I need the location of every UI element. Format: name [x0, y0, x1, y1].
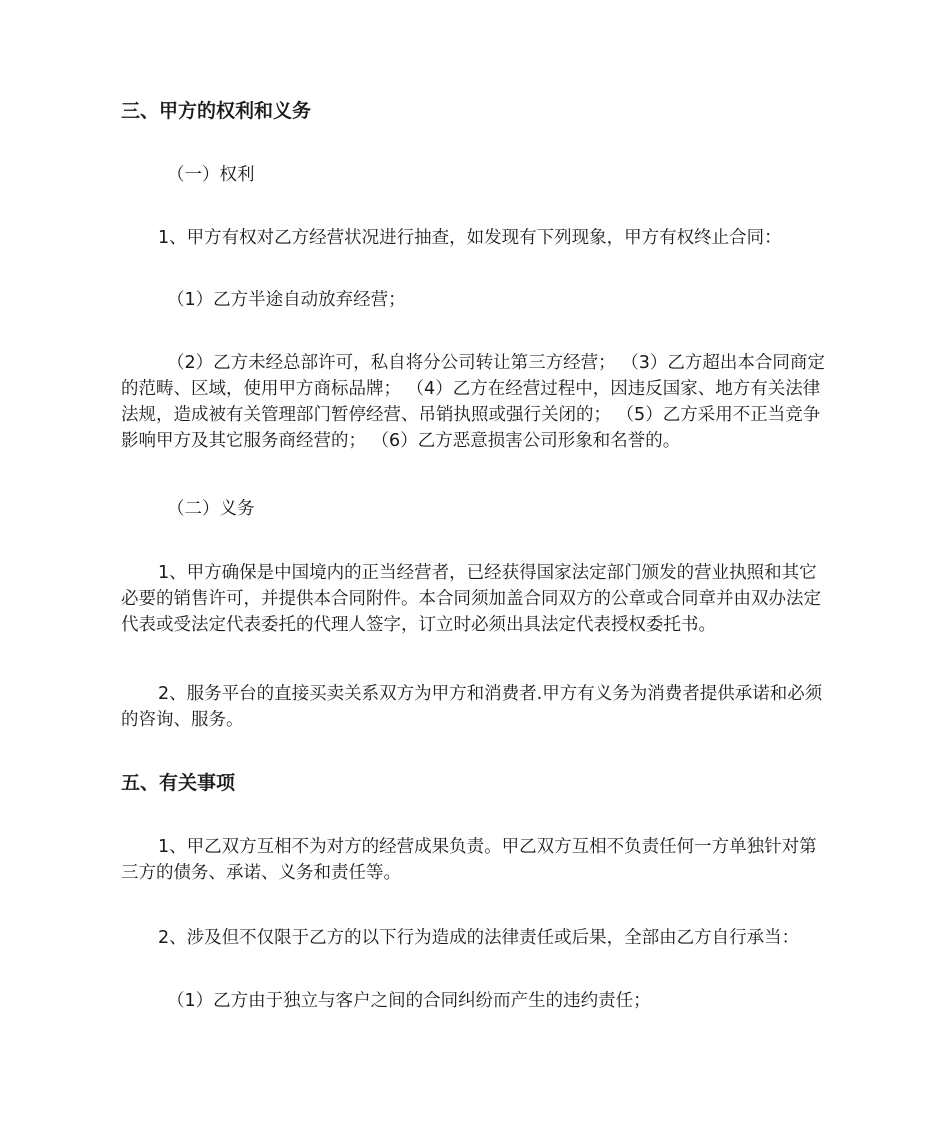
- subheading-duties: （二）义务: [167, 499, 255, 519]
- subheading-rights: （一）权利: [167, 165, 255, 185]
- paragraph-matters-2: 2、涉及但不仅限于乙方的以下行为造成的法律责任或后果，全部由乙方自行承当：: [158, 928, 800, 948]
- section-heading-rights-duties: 三、甲方的权利和义务: [121, 100, 312, 122]
- paragraph-rights-1: 1、甲方有权对乙方经营状况进行抽查，如发现有下列现象，甲方有权终止合同：: [158, 228, 782, 248]
- paragraph-duties-2: 2、服务平台的直接买卖关系双方为甲方和消费者.甲方有义务为消费者提供承诺和必须的咨询、服务。: [121, 684, 823, 730]
- paragraph-matters-1: 1、甲乙双方互相不为对方的经营成果负责。甲乙双方互相不负责任何一方单独针对第三方的债务、承诺、义务和责任等。: [121, 837, 817, 883]
- list-item-matters-2-1: （1）乙方由于独立与客户之间的合同纠纷而产生的违约责任；: [167, 991, 651, 1011]
- list-item-rights-1-1: （1）乙方半途自动放弃经营；: [167, 290, 406, 310]
- section-heading-matters: 五、有关事项: [121, 772, 236, 794]
- paragraph-rights-items-2-6: （2）乙方未经总部许可，私自将分公司转让第三方经营； （3）乙方超出本合同商定的范畴、区域，使用甲方商标品牌； （4）乙方在经营过程中，因违反国家、地方有关法律法规，造成被有关管理部门暂停经营、吊销执照或强行关闭的； （5）乙方采用不正当竞争影响甲方及其它服务商经营的； （6）乙方恶意损害公司形象和名誉的。: [121, 353, 825, 451]
- paragraph-duties-1: 1、甲方确保是中国境内的正当经营者，已经获得国家法定部门颁发的营业执照和其它必要的销售许可，并提供本合同附件。本合同须加盖合同双方的公章或合同章并由双办法定代表或受法定代表委托的代理人签字，订立时必须出具法定代表授权委托书。: [121, 563, 821, 635]
